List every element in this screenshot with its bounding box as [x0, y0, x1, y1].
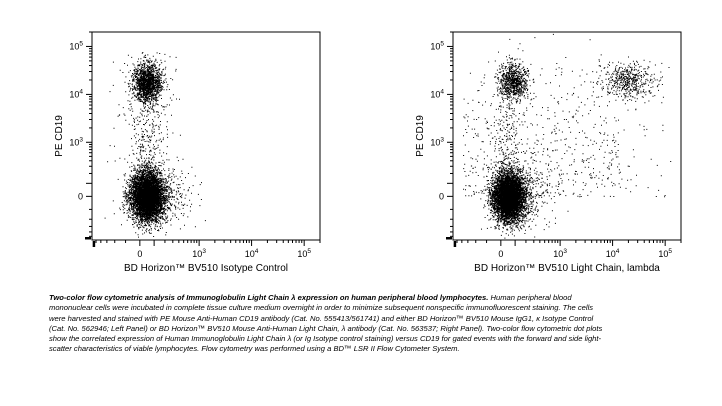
y-tick-label: $10^3$ — [430, 136, 444, 148]
caption-title: Two-color flow cytometric analysis of Immunoglobulin Light Chain λ expression on human peripheral blood lymphocytes. — [49, 293, 489, 302]
axis-ticks — [85, 32, 320, 247]
plot-frame — [92, 32, 320, 240]
x-tick-label: 0 — [498, 249, 504, 259]
y-tick-label: $10^4$ — [69, 88, 83, 100]
y-axis-title: PE CD19 — [415, 115, 426, 157]
x-tick-label: $10^4$ — [605, 248, 620, 259]
event-dot-cloud — [463, 34, 671, 239]
y-axis-title: PE CD19 — [54, 115, 65, 157]
y-tick-label: 0 — [438, 191, 444, 202]
x-tick-label: $10^4$ — [244, 248, 259, 259]
y-tick-label: $10^3$ — [69, 136, 83, 148]
x-axis-title: BD Horizon™ BV510 Isotype Control — [124, 263, 288, 274]
y-tick-label: $10^5$ — [430, 40, 444, 52]
y-tick-label: $10^5$ — [69, 40, 83, 52]
figure-caption — [49, 293, 609, 355]
event-dots — [105, 52, 206, 238]
right-dot-plot — [361, 0, 722, 290]
x-tick-label: $10^3$ — [192, 248, 206, 259]
y-tick-label: $10^4$ — [430, 88, 444, 100]
x-tick-label: $10^5$ — [297, 248, 311, 259]
event-dot-cloud — [105, 52, 206, 238]
left-dot-plot — [0, 0, 361, 290]
plot-frame — [453, 32, 681, 240]
x-tick-label: $10^3$ — [553, 248, 567, 259]
caption-body: Human peripheral blood mononuclear cells were incubated in complete tissue culture medium overnight in order to minimize subsequent nonspecific immunofluorescent staining. The cells were harvested and stained with PE Mouse Anti-Human CD19 antibody (Cat. No. 555413/561741) and either BD Horizon™ BV510 Mouse IgG1, κ Isotype Control (Cat. No. 562946; Left Panel) or BD Horizon™ BV510 Mouse Anti-Human Light Chain, λ antibody (Cat. No. 563537; Right Panel). Two-color flow cytometric dot plots show the correlated expression of Human Immunoglobulin Light Chain λ (or Ig Isotype control staining) versus CD19 for gated events with the forward and side light-scatter characteristics of viable lymphocytes. Flow cytometry was performed using a BD™ LSR II Flow Cytometer System. — [49, 293, 603, 354]
axis-ticks — [446, 32, 681, 247]
x-tick-label: $10^5$ — [658, 248, 672, 259]
x-tick-label: 0 — [137, 249, 143, 259]
event-dots — [463, 34, 671, 239]
y-tick-label: 0 — [77, 191, 83, 202]
x-axis-title: BD Horizon™ BV510 Light Chain, lambda — [474, 263, 660, 274]
